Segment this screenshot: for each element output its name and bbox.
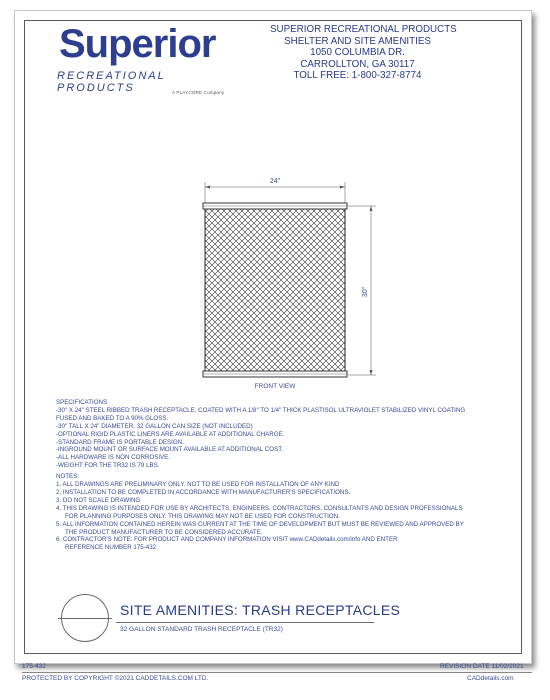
spec-line: FUSED AND BAKED TO A 90% GLOSS. (56, 414, 169, 422)
sheet-title: SITE AMENITIES: TRASH RECEPTACLES (120, 602, 401, 618)
sheet-subtitle: 32 GALLON STANDARD TRASH RECEPTACLE (TR32) (120, 626, 283, 633)
circle-divider (58, 618, 112, 619)
dim-arrow-icon (205, 186, 210, 189)
title-block-circle (61, 594, 109, 642)
note-line: 3. DO NOT SCALE DRAWING (56, 496, 141, 504)
spec-line: -STANDARD FRAME IS PORTABLE DESIGN. (56, 438, 184, 446)
note-line: 6. CONTRACTOR'S NOTE: FOR PRODUCT AND COMPANY INFORMATION VISIT www.CADdetails.com/info AND ENTER (56, 536, 398, 544)
spec-line: -OPTIONAL RIGID PLASTIC LINERS ARE AVAILABLE AT ADDITIONAL CHARGE. (56, 430, 285, 438)
notes-block (56, 399, 496, 552)
spec-line: -30" TALL X 24" DIAMETER. 32 GALLON CAN SIZE (NOT INCLUDED) (56, 422, 253, 430)
footer-rule (22, 672, 532, 673)
height-dimension: 30" (362, 286, 369, 298)
note-line: FOR PLANNING PURPOSES ONLY. THIS DRAWING MAY NOT BE USED FOR CONSTRUCTION. (65, 512, 340, 520)
notes-heading: NOTES: (56, 473, 80, 481)
dim-arrow-icon (370, 206, 373, 211)
specs-heading: SPECIFICATIONS (56, 399, 108, 406)
spec-line: -WEIGHT FOR THE TR32 IS 79 LBS. (56, 462, 160, 470)
revision-date: REVISION DATE 11/02/2021 (440, 663, 524, 670)
company-line: SHELTER AND SITE AMENITIES (284, 35, 431, 47)
logo-tagline: A PLAYCORE Company (172, 90, 225, 95)
company-line: CARROLLTON, GA 30117 (300, 58, 415, 70)
note-line: 5. ALL INFORMATION CONTAINED HEREIN WAS CURRENT AT THE TIME OF DEVELOPMENT BUT MUST BE REVIEWED AND APPROVED BY (56, 520, 464, 528)
note-line: 4. THIS DRAWING IS INTENDED FOR USE BY ARCHITECTS, ENGINEERS, CONTRACTORS, CONSULTANTS AND DESIGN PROFESSIONALS (56, 504, 463, 512)
receptacle-mesh-body (205, 207, 345, 373)
company-info (270, 24, 457, 82)
title-rule (116, 622, 374, 623)
copyright-notice: PROTECTED BY COPYRIGHT ©2021 CADDETAILS.COM LTD. (22, 675, 209, 682)
note-line: THE PRODUCT MANUFACTURER TO BE CONSIDERED ACCURATE. (65, 528, 263, 536)
note-line: REFERENCE NUMBER 175-432 (65, 544, 157, 552)
front-view-label: FRONT VIEW (254, 383, 296, 390)
spec-line: -ALL HARDWARE IS NON CORROSIVE. (56, 454, 171, 462)
front-view-drawing (170, 160, 400, 390)
spec-line: -30" X 24" STEEL RIBBED TRASH RECEPTACLE. COATED WITH A 1/8" TO 1/4" THICK PLASTISOL ULTRAVIOLET STABILIZED VINYL COATING (56, 406, 466, 414)
dim-arrow-icon (370, 370, 373, 375)
site-link[interactable]: CADdetails.com (467, 675, 514, 682)
company-line: TOLL FREE: 1-800-327-8774 (293, 70, 422, 81)
logo-subtitle: RECREATIONAL PRODUCTS (57, 70, 166, 94)
company-line: 1050 COLUMBIA DR. (310, 47, 405, 58)
sheet-number: 175-432 (22, 663, 46, 670)
dim-arrow-icon (340, 186, 345, 189)
logo-wordmark: Superior (59, 22, 216, 66)
note-line: 2. INSTALLATION TO BE COMPLETED IN ACCORDANCE WITH MANUFACTURER'S SPECIFICATIONS. (56, 488, 351, 496)
note-line: 1. ALL DRAWINGS ARE PRELIMINARY ONLY. NOT TO BE USED FOR INSTALLATION OF ANY KIND (56, 481, 340, 489)
spec-line: -INGROUND MOUNT OR SURFACE MOUNT AVAILABLE AT ADDITIONAL COST. (56, 446, 284, 454)
company-line: SUPERIOR RECREATIONAL PRODUCTS (270, 24, 457, 35)
superior-logo (57, 22, 232, 102)
width-dimension: 24" (269, 178, 281, 185)
